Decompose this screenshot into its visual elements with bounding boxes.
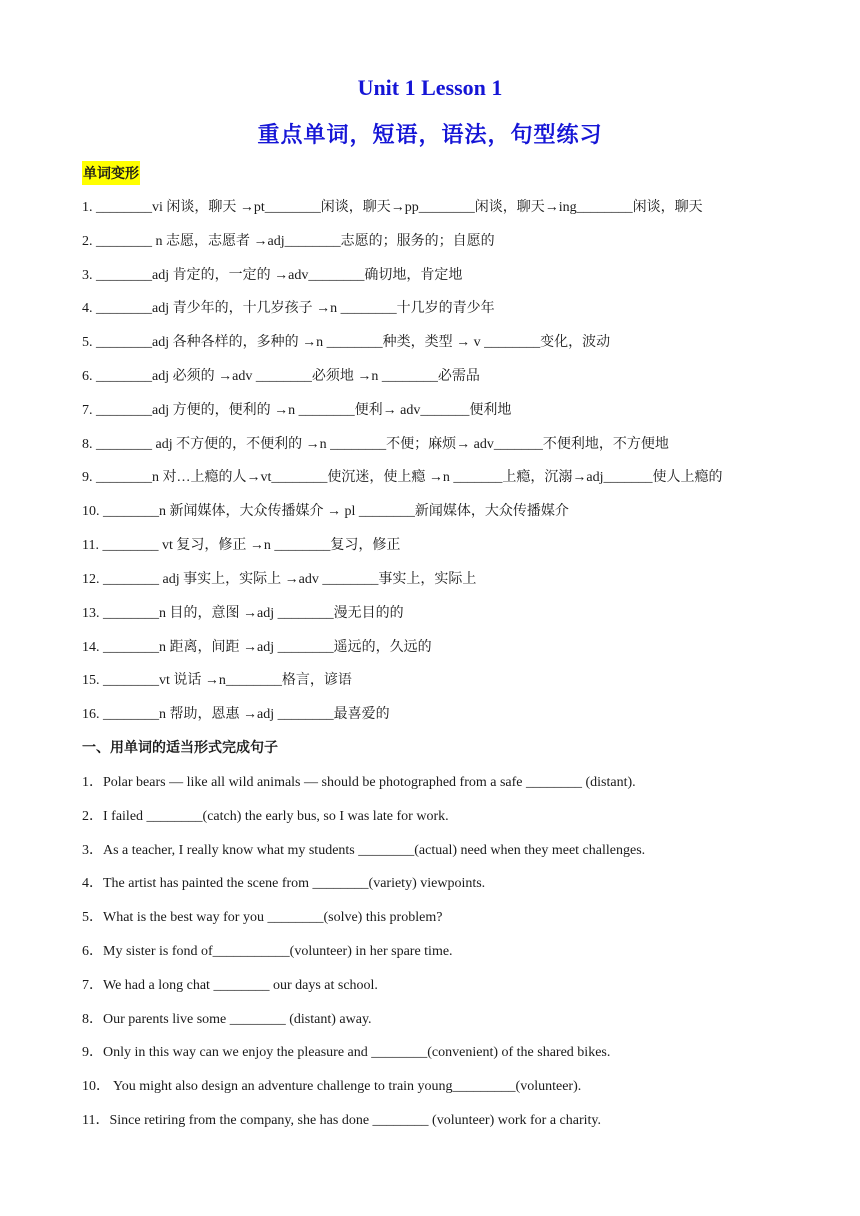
section-heading: 一、用单词的适当形式完成句子 [82,740,278,756]
word-form-item: 14. ________n 距离，间距 →adj ________遥远的，久远的 [82,640,432,655]
word-form-item: 10. ________n 新闻媒体，大众传播媒介 → pl ________新闻媒体，大众传播媒介 [82,504,569,519]
word-form-item: 1. ________vi 闲谈，聊天 →pt________闲谈，聊天→pp________闲谈，聊天→ing________闲谈，聊天 [82,200,703,215]
word-form-item: 7. ________adj 方便的，便利的 →n ________便利→ adv_______便利地 [82,403,512,418]
sentence-item: 4．The artist has painted the scene from ________(variety) viewpoints. [82,876,486,891]
page-subtitle: 重点单词，短语，语法，句型练习 [257,123,603,148]
sentence-item: 9．Only in this way can we enjoy the pleasure and ________(convenient) of the shared bikes. [82,1045,611,1060]
word-form-item: 13. ________n 目的，意图 →adj ________漫无目的的 [82,606,404,621]
sentence-item: 10． You might also design an adventure challenge to train young_________(volunteer). [82,1079,582,1094]
word-form-item: 11. ________ vt 复习，修正 →n ________复习，修正 [82,538,401,553]
word-form-item: 8. ________ adj 不方便的，不便利的 →n ________不便；麻烦→ adv_______不便利地，不方便地 [82,437,669,452]
section-tag: 单词变形 [82,161,140,185]
word-form-item: 12. ________ adj 事实上，实际上 →adv ________事实上，实际上 [82,572,477,587]
word-form-item: 4. ________adj 青少年的，十几岁孩子 →n ________十几岁的青少年 [82,301,495,316]
word-form-item: 9. ________n 对…上瘾的人→vt________使沉迷，使上瘾 →n _______上瘾，沉溺→adj_______使人上瘾的 [82,470,723,485]
sentence-item: 1．Polar bears — like all wild animals — should be photographed from a safe ________ (distant). [82,775,636,790]
word-form-item: 15. ________vt 说话 →n________格言，谚语 [82,673,352,688]
sentence-item: 6．My sister is fond of___________(volunteer) in her spare time. [82,944,453,959]
word-form-item: 2. ________ n 志愿，志愿者 →adj________志愿的；服务的；自愿的 [82,234,495,249]
page-title: Unit 1 Lesson 1 [357,75,503,100]
sentence-item: 2．I failed ________(catch) the early bus, so I was late for work. [82,809,449,824]
sentence-item: 3．As a teacher, I really know what my students ________(actual) need when they meet challenges. [82,843,646,858]
sentence-item: 7．We had a long chat ________ our days at school. [82,978,378,993]
word-form-item: 6. ________adj 必须的 →adv ________必须地 →n ________必需品 [82,369,480,384]
sentence-item: 5．What is the best way for you ________(solve) this problem? [82,910,443,925]
word-form-item: 5. ________adj 各种各样的，多种的 →n ________种类，类型 → v ________变化，波动 [82,335,611,350]
word-form-item: 3. ________adj 肯定的，一定的 →adv________确切地，肯定地 [82,268,463,283]
sentence-item: 11．Since retiring from the company, she has done ________ (volunteer) work for a charity. [82,1113,602,1128]
word-form-item: 16. ________n 帮助，恩惠 →adj ________最喜爱的 [82,707,390,722]
sentence-item: 8．Our parents live some ________ (distant) away. [82,1012,372,1027]
